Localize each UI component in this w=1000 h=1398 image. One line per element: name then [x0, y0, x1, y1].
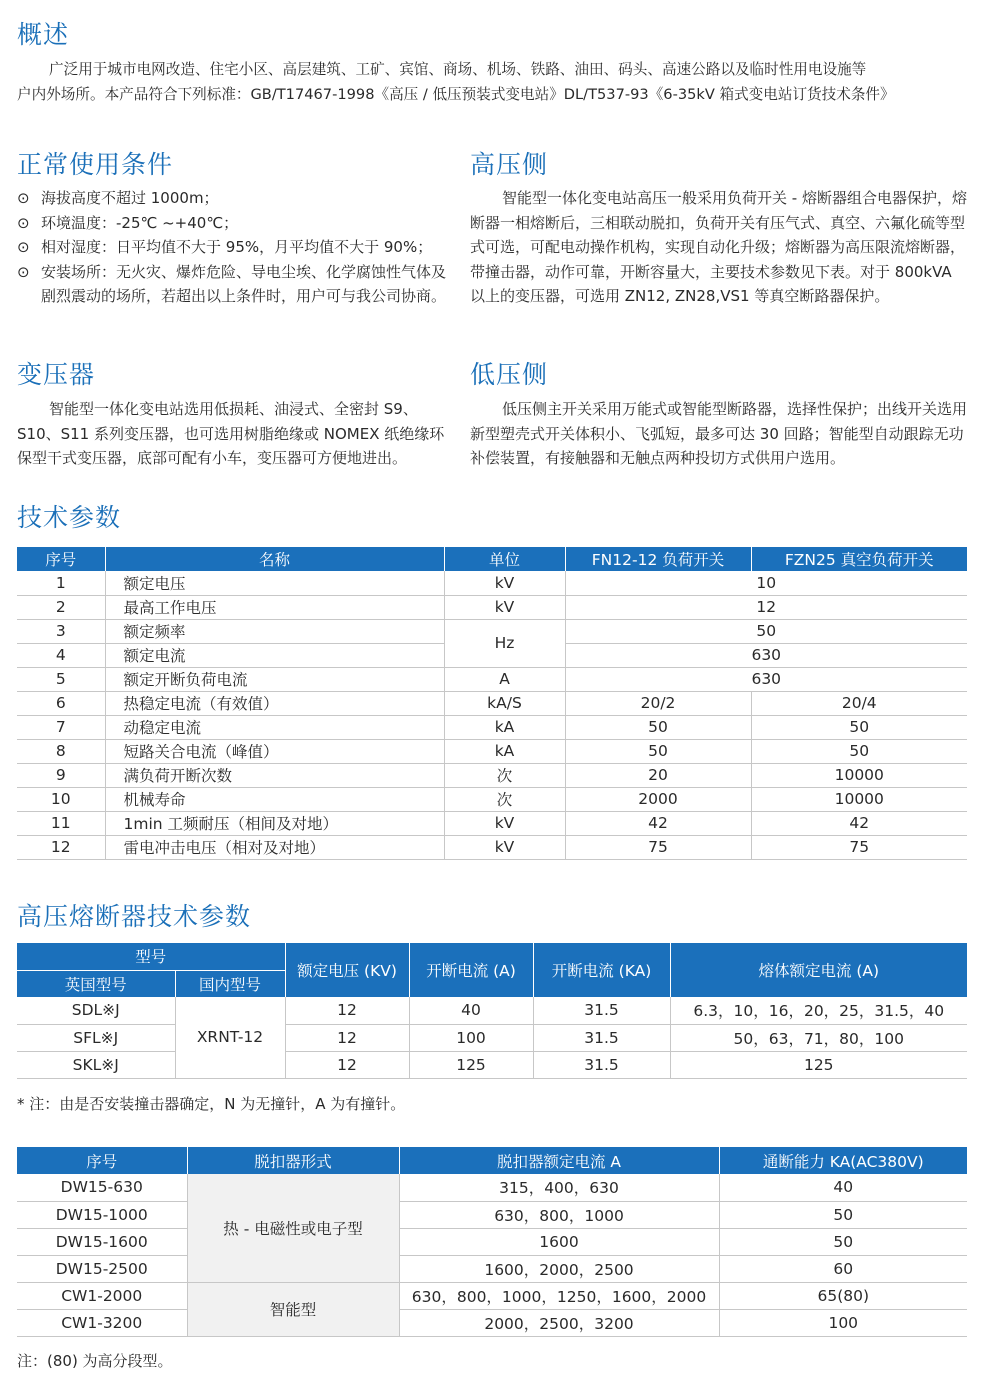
list-item: ⊙ 安装场所：无火灾、爆炸危险、导电尘埃、化学腐蚀性气体及剧烈震动的场所，若超出以上条件时，用户可与我公司协商。 [17, 260, 449, 309]
table-cell: 10000 [751, 787, 967, 811]
table-cell: 1600 [399, 1228, 719, 1255]
table-cell: 630 [565, 643, 967, 667]
table-cell: 额定电压 [105, 571, 444, 595]
table-cell: 动稳定电流 [105, 715, 444, 739]
table-cell: 2000 [565, 787, 751, 811]
header-cell: 开断电流 (KA) [533, 943, 670, 997]
table-cell: DW15-2500 [17, 1255, 187, 1282]
breaker-params-table [17, 1147, 967, 1337]
header-cell: 脱扣器形式 [187, 1147, 399, 1174]
table-cell: Hz [444, 619, 565, 667]
overview-line-1: 广泛用于城市电网改造、住宅小区、高层建筑、工矿、宾馆、商场、机场、铁路、油田、码头、高速公路以及临时性用电设施等 [49, 61, 867, 78]
table-row [17, 739, 967, 763]
table-row [17, 571, 967, 595]
table-cell: 短路关合电流（峰值） [105, 739, 444, 763]
bullet-icon: ⊙ [17, 213, 30, 232]
table-cell: 40 [719, 1174, 967, 1201]
table-cell: 630，800，1000，1250，1600，2000 [399, 1282, 719, 1309]
tech-params-title: 技术参数 [17, 503, 122, 532]
transformer-text: 智能型一体化变电站选用低损耗、油浸式、全密封 S9、S10、S11 系列变压器，也可选用树脂绝缘或 NOMEX 纸绝缘环保型干式变压器，底部可配有小车，变压器可方便地进出。 [17, 400, 445, 467]
table-cell: 2000，2500，3200 [399, 1309, 719, 1336]
table-cell: 5 [17, 667, 105, 691]
table-row [17, 619, 967, 643]
table-row [17, 1309, 967, 1336]
table-cell: kV [444, 595, 565, 619]
table-cell: 31.5 [533, 997, 670, 1024]
table-cell: 125 [409, 1051, 533, 1078]
table-row [17, 787, 967, 811]
table-cell: kA [444, 715, 565, 739]
low-side-text: 低压侧主开关采用万能式或智能型断路器，选择性保护；出线开关选用新型塑壳式开关体积小、飞弧短，最多可达 30 回路；智能型自动跟踪无功补偿装置，有接触器和无触点两种投切方式供用户选用。 [470, 400, 968, 467]
table-cell: 630 [565, 667, 967, 691]
table-cell: 9 [17, 763, 105, 787]
table-row [17, 667, 967, 691]
header-cell: 熔体额定电流 (A) [670, 943, 967, 997]
bullet-icon: ⊙ [17, 238, 30, 256]
table-row [17, 811, 967, 835]
header-cell: 开断电流 (A) [409, 943, 533, 997]
fuse-params-table [17, 943, 967, 1079]
table-cell: 7 [17, 715, 105, 739]
table-cell: 42 [565, 811, 751, 835]
header-cell: 英国型号 [17, 970, 175, 997]
table-cell: 20/4 [751, 691, 967, 715]
bullet-icon: ⊙ [17, 189, 30, 207]
table-cell: 1min 工频耐压（相间及对地） [105, 811, 444, 835]
conditions-title: 正常使用条件 [17, 150, 174, 179]
table-cell: kA [444, 739, 565, 763]
table-cell: DW15-1000 [17, 1201, 187, 1228]
table-cell: 630，800，1000 [399, 1201, 719, 1228]
table-row [17, 595, 967, 619]
table-cell: 50 [565, 619, 967, 643]
overview-text [17, 58, 987, 107]
overview-line-2: 户内外场所。本产品符合下列标准：GB/T17467-1998《高压 / 低压预装式变电站》DL/T537-93《6-35kV 箱式变电站订货技术条件》 [17, 85, 895, 103]
table-cell: kA/S [444, 691, 565, 715]
header-cell: 脱扣器额定电流 A [399, 1147, 719, 1174]
table-cell: 4 [17, 643, 105, 667]
fuse-note: * 注：由是否安装撞击器确定，N 为无撞针，A 为有撞针。 [17, 1095, 406, 1113]
table-cell: 12 [17, 835, 105, 859]
table-cell: CW1-3200 [17, 1309, 187, 1336]
table-row [17, 1024, 967, 1051]
high-side-text: 智能型一体化变电站高压一般采用负荷开关 - 熔断器组合电器保护，熔断器一相熔断后，三相联动脱扣，负荷开关有压气式、真空、六氟化硫等型式可选，可配电动操作机构，实现自动化升级；熔断器为高压限流熔断器，带撞击器，动作可靠，开断容量大，主要技术参数见下表。对于 800kVA 以上的变压器，可选用 ZN12, ZN28,VS1 等真空断路器保护。 [470, 189, 967, 305]
header-cell: FN12-12 负荷开关 [565, 547, 751, 571]
table-cell: CW1-2000 [17, 1282, 187, 1309]
table-cell: 12 [285, 1051, 409, 1078]
table-row [17, 1228, 967, 1255]
table-cell: 6 [17, 691, 105, 715]
table-row [17, 691, 967, 715]
table-cell: 12 [285, 1024, 409, 1051]
list-item: ⊙ 环境温度：-25℃ ~+40℃； [17, 211, 449, 236]
table-row [17, 1051, 967, 1078]
table-header-row [17, 547, 967, 571]
table-cell: 智能型 [187, 1282, 399, 1336]
table-cell: 60 [719, 1255, 967, 1282]
table-cell: 额定电流 [105, 643, 444, 667]
header-cell: 序号 [17, 1147, 187, 1174]
table-cell: 10 [565, 571, 967, 595]
table-cell: 50 [719, 1228, 967, 1255]
header-cell: 名称 [105, 547, 444, 571]
table-cell: kV [444, 811, 565, 835]
table-cell: 12 [565, 595, 967, 619]
breaker-note: 注：(80) 为高分段型。 [17, 1352, 173, 1370]
table-cell: A [444, 667, 565, 691]
table-cell: 31.5 [533, 1051, 670, 1078]
table-cell: 20/2 [565, 691, 751, 715]
table-cell: 20 [565, 763, 751, 787]
table-cell: 机械寿命 [105, 787, 444, 811]
table-cell: 11 [17, 811, 105, 835]
table-cell: 8 [17, 739, 105, 763]
table-cell: 额定频率 [105, 619, 444, 643]
table-row [17, 715, 967, 739]
table-cell: SDL※J [17, 997, 175, 1024]
table-cell: 75 [751, 835, 967, 859]
table-cell: 3 [17, 619, 105, 643]
table-header-row [17, 1147, 967, 1174]
table-cell: 50 [719, 1201, 967, 1228]
table-cell: SFL※J [17, 1024, 175, 1051]
overview-title: 概述 [17, 20, 70, 49]
header-cell: 单位 [444, 547, 565, 571]
table-cell: DW15-630 [17, 1174, 187, 1201]
header-cell: 国内型号 [175, 970, 285, 997]
table-row [17, 835, 967, 859]
header-cell: 型号 [17, 943, 285, 970]
table-row [17, 1201, 967, 1228]
table-row [17, 1174, 967, 1201]
table-cell: 31.5 [533, 1024, 670, 1051]
table-cell: 50 [565, 715, 751, 739]
table-cell: 65(80) [719, 1282, 967, 1309]
table-cell: 1 [17, 571, 105, 595]
table-cell: 315，400，630 [399, 1174, 719, 1201]
table-row [17, 1282, 967, 1309]
fuse-params-title: 高压熔断器技术参数 [17, 902, 252, 931]
table-cell: 50 [565, 739, 751, 763]
table-cell: 75 [565, 835, 751, 859]
tech-params-table [17, 547, 967, 860]
table-row [17, 763, 967, 787]
table-cell: 最高工作电压 [105, 595, 444, 619]
table-cell: 12 [285, 997, 409, 1024]
table-cell: 满负荷开断次数 [105, 763, 444, 787]
table-cell: 次 [444, 763, 565, 787]
table-cell: 额定开断负荷电流 [105, 667, 444, 691]
table-cell: 50，63，71，80，100 [670, 1024, 967, 1051]
header-cell: 序号 [17, 547, 105, 571]
table-cell: XRNT-12 [175, 997, 285, 1078]
table-cell: 10 [17, 787, 105, 811]
table-cell: kV [444, 571, 565, 595]
table-header-row [17, 943, 967, 970]
table-cell: kV [444, 835, 565, 859]
high-side-title: 高压侧 [470, 150, 549, 179]
header-cell: FZN25 真空负荷开关 [751, 547, 967, 571]
table-cell: 10000 [751, 763, 967, 787]
table-cell: 100 [409, 1024, 533, 1051]
conditions-list [17, 186, 449, 309]
table-cell: 50 [751, 739, 967, 763]
table-row [17, 997, 967, 1024]
header-cell: 额定电压 (KV) [285, 943, 409, 997]
table-cell: 42 [751, 811, 967, 835]
table-cell: 1600，2000，2500 [399, 1255, 719, 1282]
low-side-title: 低压侧 [470, 360, 549, 389]
transformer-title: 变压器 [17, 360, 96, 389]
table-cell: DW15-1600 [17, 1228, 187, 1255]
table-cell: 次 [444, 787, 565, 811]
bullet-icon: ⊙ [17, 262, 30, 281]
table-cell: 125 [670, 1051, 967, 1078]
table-cell: 50 [751, 715, 967, 739]
list-item: ⊙ 相对湿度：日平均值不大于 95%，月平均值不大于 90%； [17, 235, 449, 260]
table-cell: 40 [409, 997, 533, 1024]
table-cell: 热 - 电磁性或电子型 [187, 1174, 399, 1282]
table-cell: 热稳定电流（有效值） [105, 691, 444, 715]
list-item: ⊙ 海拔高度不超过 1000m； [17, 186, 449, 211]
table-cell: 100 [719, 1309, 967, 1336]
table-cell: 2 [17, 595, 105, 619]
table-cell: 雷电冲击电压（相对及对地） [105, 835, 444, 859]
table-cell: 6.3，10，16，20，25，31.5，40 [670, 997, 967, 1024]
table-row [17, 1255, 967, 1282]
table-cell: SKL※J [17, 1051, 175, 1078]
header-cell: 通断能力 KA(AC380V) [719, 1147, 967, 1174]
